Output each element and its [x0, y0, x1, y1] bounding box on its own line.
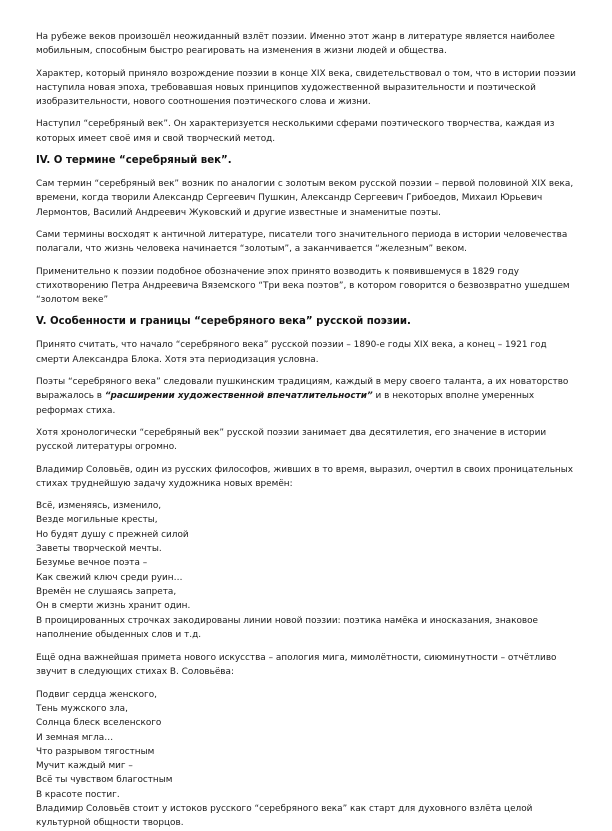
section-5-paragraph-3: Хотя хронологически “серебряный век” русской поэзии занимает два десятилетия, его значение в истории русской литературы огромно. [36, 427, 547, 453]
intro-paragraph-2: Характер, который приняло возрождение поэзии в конце XIX века, свидетельствовал о том, что в истории поэзии наступила новая эпоха, требовавшая новых принципов художественной выразительности и поэтической изобразительности, нового соотношения поэтического слова и жизни. [36, 68, 576, 108]
section-4-paragraph-1: Сам термин “серебряный век” возник по аналогии с золотым веком русской поэзии – первой половиной XIX века, времени, когда творили Александр Сергеевич Пушкин, Александр Сергеевич Грибоедов, Михаил Юрьевич Лермонтов, Василий Андреевич Жуковский и другие известные и знаменитые поэты. [36, 179, 574, 218]
poem-line: Везде могильные кресты, [36, 515, 158, 526]
section-5-paragraph-6: Ещё одна важнейшая примета нового искусства – апология мига, мимолётности, сиюминутности – отчётливо звучит в следующих стихах В. Соловьёва: [36, 653, 557, 678]
poem-line: Заветы творческой мечты. [36, 544, 162, 555]
section-4-heading: IV. О термине “серебряный век”. [36, 155, 232, 167]
section-5-paragraph-2 [36, 375, 576, 418]
intro-paragraph-3: Наступил “серебряный век”. Он характеризуется несколькими сферами поэтического творчества, каждая из которых имеет своё имя и свой творческий метод. [36, 119, 555, 144]
paragraph-text: и в некоторых вполне умеренных реформах стиха. [36, 391, 535, 416]
poem-line: Всё, изменяясь, изменило, [36, 501, 162, 512]
document-page [36, 30, 576, 831]
poem-line: Мучит каждый миг – [36, 761, 133, 772]
section-5-paragraph-7: Владимир Соловьёв стоит у истоков русского “серебряного века” как старт для духовного взлёта целой культурной общности творцов. [36, 804, 533, 829]
section-5-paragraph-4: Владимир Соловьёв, один из русских философов, живших в то время, выразил, очертил в своих проницательных стихах труднейшую задачу художника новых времён: [36, 464, 573, 489]
poem-line: Как свежий ключ среди руин… [36, 572, 183, 583]
poem-line: Что разрывом тягостным [36, 746, 155, 757]
section-4-paragraph-3: Применительно к поэзии подобное обозначение эпох принято возводить к появившемуся в 1829 году стихотворению Петра Андреевича Вяземского “Три века поэтов”, в котором говорится о безвозвратно ушедшем “золотом веке” [36, 266, 570, 306]
poem-1 [36, 499, 576, 613]
poem-line: В красоте постиг. [36, 789, 120, 800]
poem-2 [36, 688, 576, 802]
emphasized-quote: “расширении художественной впечатлительности” [104, 391, 373, 402]
intro-paragraph-1: На рубеже веков произошёл неожиданный взлёт поэзии. Именно этот жанр в литературе является наиболее мобильным, способным быстро реагировать на изменения в жизни людей и общества. [36, 32, 555, 57]
poem-line: Подвиг сердца женского, [36, 689, 157, 700]
poem-line: Безумье вечное поэта – [36, 558, 148, 569]
paragraph-text: Поэты “серебряного века” следовали пушкинским традициям, каждый в меру своего таланта, а их новаторство выражалось в [36, 377, 569, 402]
poem-line: Всё ты чувством благостным [36, 775, 173, 786]
poem-line: Но будят душу с прежней силой [36, 529, 189, 540]
section-5-paragraph-5: В проицированных строчках закодированы линии новой поэзии: поэтика намёка и иносказания, знаковое наполнение обыденных слов и т.д. [36, 615, 538, 640]
poem-line: Тень мужского зла, [36, 703, 128, 714]
section-5-paragraph-1: Принято считать, что начало “серебряного века” русской поэзии – 1890-е годы XIX века, а конец – 1921 год смерти Александра Блока. Хотя эта периодизация условна. [36, 340, 547, 365]
section-4-paragraph-2: Сами термины восходят к античной литературе, писатели того значительного периода в истории человечества полагали, что жизнь человека начинается “золотым”, а заканчивается “железным” веком. [36, 229, 568, 255]
section-5-heading: V. Особенности и границы “серебряного века” русской поэзии. [36, 316, 411, 328]
poem-line: Времён не слушаясь запрета, [36, 586, 177, 597]
poem-line: И земная мгла… [36, 732, 114, 743]
poem-line: Солнца блеск вселенского [36, 718, 162, 729]
poem-line: Он в смерти жизнь хранит один. [36, 601, 191, 612]
